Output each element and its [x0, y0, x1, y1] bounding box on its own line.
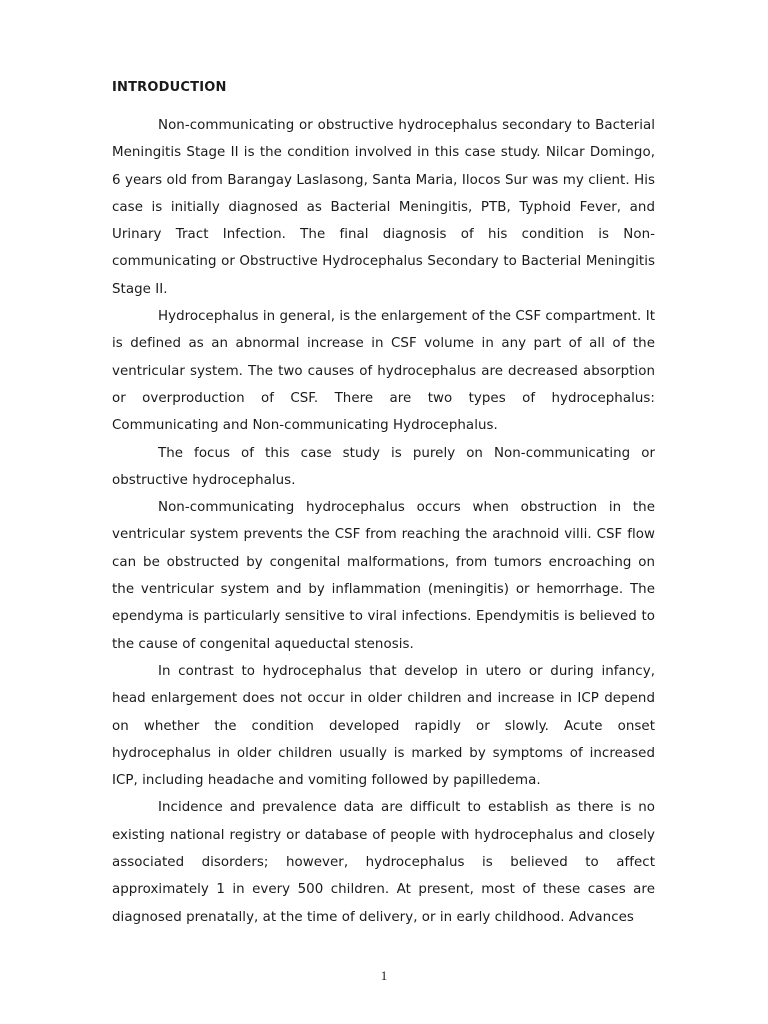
paragraph-study-focus: The focus of this case study is purely on Non-communicating or obstructive hydrocephalus.	[112, 445, 655, 488]
paragraph-incidence: Incidence and prevalence data are difficult to establish as there is no existing national registry or database of people with hydrocephalus and closely associated disorders; however, hydrocephalus is believed to affect approximately 1 in every 500 children. At present, most of these cases are diagnosed prenatally, at the time of delivery, or in early childhood. Advances	[112, 800, 655, 925]
paragraph-non-communicating: Non-communicating hydrocephalus occurs when obstruction in the ventricular system prevents the CSF from reaching the arachnoid villi. CSF flow can be obstructed by congenital malformations, from tumors encroaching on the ventricular system and by inflammation (meningitis) or hemorrhage. The ependyma is particularly sensitive to viral infections. Ependymitis is believed to the cause of congenital aqueductal stenosis.	[112, 500, 655, 652]
page-number: 1	[380, 968, 388, 983]
paragraph-condition-overview: Non-communicating or obstructive hydrocephalus secondary to Bacterial Meningitis Stage II is the condition involved in this case study. Nilcar Domingo, 6 years old from Barangay Laslasong, Santa Maria, Ilocos Sur was my client. His case is initially diagnosed as Bacterial Meningitis, PTB, Typhoid Fever, and Urinary Tract Infection. The final diagnosis of his condition is Non-communicating or Obstructive Hydrocephalus Secondary to Bacterial Meningitis Stage II.	[112, 118, 655, 297]
section-heading: INTRODUCTION	[112, 80, 227, 95]
paragraph-hydrocephalus-definition: Hydrocephalus in general, is the enlargement of the CSF compartment. It is defined as an abnormal increase in CSF volume in any part of all of the ventricular system. The two causes of hydrocephalus are decreased absorption or overproduction of CSF. There are two types of hydrocephalus: Communicating and Non-communicating Hydrocephalus.	[112, 309, 655, 434]
paragraph-older-children: In contrast to hydrocephalus that develop in utero or during infancy, head enlargement does not occur in older children and increase in ICP depend on whether the condition developed rapidly or slowly. Acute onset hydrocephalus in older children usually is marked by symptoms of increased ICP, including headache and vomiting followed by papilledema.	[112, 663, 655, 789]
body-text	[112, 112, 655, 931]
